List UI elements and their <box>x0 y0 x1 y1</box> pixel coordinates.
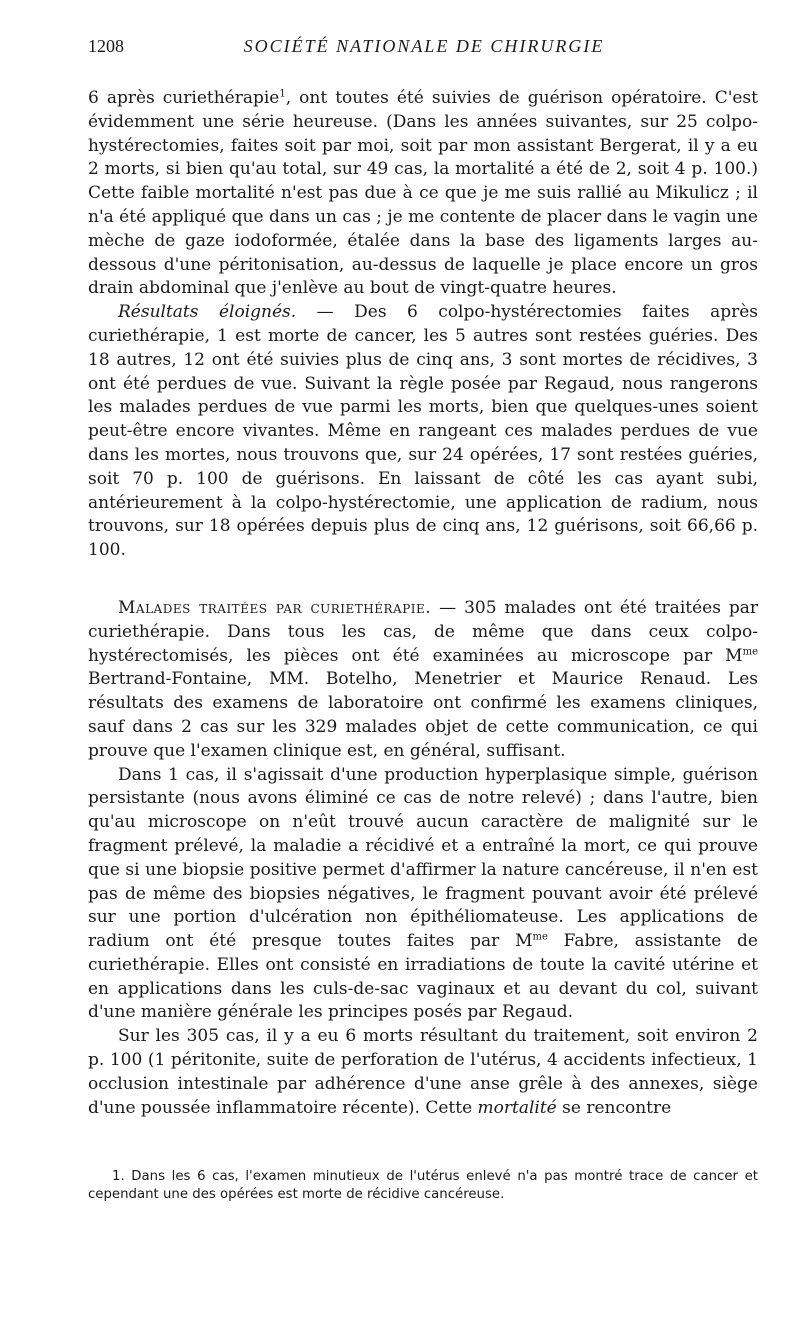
paragraph-1 <box>88 87 758 301</box>
paragraph-4-start: Dans 1 cas, il s'agissait d'une production hyperplasique simple, guérison persistante (nous avons éliminé ce cas de notre relevé) ; dans l'autre, bien qu'au microscope on n'eût trouvé aucun caractère de malignité sur le fragment prélevé, la maladie a récidivé et a entraîné la mort, ce qui prouve que si une biopsie positive permet d'affirmer la nature cancéreuse, il n'en est pas de même des biopsies négatives, le fragment pouvant avoir été prélevé sur une portion d'ulcération non épithéliomateuse. Les applications de radium ont été presque toutes faites par M <box>88 764 758 952</box>
paragraph-4-rest: Fabre, assistante de curiethérapie. Elles ont consisté en irradiations de toute la cavité utérine et en applications dans les culs-de-sac vaginaux et au devant du col, suivant d'une manière générale les principes posés par Regaud. <box>88 931 758 1023</box>
footnote-reference: 1 <box>279 88 286 100</box>
page-header <box>88 36 760 60</box>
subheading-resultats-eloignes: Résultats éloignés. <box>118 302 297 323</box>
paragraph-4 <box>88 764 758 1026</box>
superscript-me: me <box>742 645 758 657</box>
paragraph-3-start: — 305 malades ont été traitées par curiethérapie. Dans tous les cas, de même que dans ceux colpo-hystérectomisés, les pièces ont été examinées au microscope par M <box>88 597 759 666</box>
footnote <box>88 1168 758 1204</box>
page-number: 1208 <box>88 36 124 56</box>
footnote-text: Dans les 6 cas, l'examen minutieux de l'utérus enlevé n'a pas montré trace de cancer et cependant une des opérées est morte de récidive cancéreuse. <box>88 1169 758 1202</box>
paragraph-1-start: 6 après curiethérapie <box>88 88 280 108</box>
footnote-number: 1. <box>112 1169 125 1184</box>
running-title: SOCIÉTÉ NATIONALE DE CHIRURGIE <box>243 36 605 56</box>
paragraph-2 <box>88 301 758 563</box>
subheading-malades-traitees: Malades traitées par curiethérapie. <box>118 597 432 618</box>
paragraph-3 <box>88 597 758 764</box>
paragraph-1-rest: , ont toutes été suivies de guérison opératoire. C'est évidemment une série heureuse. (Dans les années suivantes, sur 25 colpo-hystérectomies, faites soit par moi, soit par mon assistant Bergerat, il y a eu 2 morts, si bien qu'au total, sur 49 cas, la mortalité a été de 2, soit 4 p. 100.) Cette faible mortalité n'est pas due à ce que je me suis rallié au Mikulicz ; il n'a été appliqué que dans un cas ; je me contente de placer dans le vagin une mèche de gaze iodoformée, étalée dans la base des ligaments larges au-dessous d'une péritonisation, au-dessus de laquelle je place encore un gros drain abdominal que j'enlève au bout de vingt-quatre heures. <box>88 88 758 299</box>
emphasis-mortalite: mortalité <box>477 1097 557 1118</box>
paragraph-5 <box>88 1025 758 1120</box>
paragraph-5-start: Sur les 305 cas, il y a eu 6 morts résultant du traitement, soit environ 2 p. 100 (1 péritonite, suite de perforation de l'utérus, 4 accidents infectieux, 1 occlusion intestinale par adhérence d'une anse grêle à des annexes, siège d'une poussée inflammatoire récente). Cette <box>88 1026 758 1118</box>
paragraph-5-rest: se rencontre <box>556 1097 672 1118</box>
paragraph-2-text: — Des 6 colpo-hystérectomies faites après curiethérapie, 1 est morte de cancer, les 5 autres sont restées guéries. Des 18 autres, 12 ont été suivies plus de cinq ans, 3 sont mortes de récidives, 3 ont été perdues de vue. Suivant la règle posée par Regaud, nous rangerons les malades perdues de vue parmi les morts, bien que quelques-unes soient peut-être encore vivantes. Même en rangeant ces malades perdues de vue dans les mortes, nous trouvons que, sur 24 opérées, 17 sont restées guéries, soit 70 p. 100 de guérisons. En laissant de côté les cas ayant subi, antérieurement à la colpo-hystérectomie, une application de radium, nous trouvons, sur 18 opérées depuis plus de cinq ans, 12 guérisons, soit 66,66 p. 100. <box>88 302 759 561</box>
paragraph-3-rest: Bertrand-Fontaine, MM. Botelho, Menetrier et Maurice Renaud. Les résultats des examens de laboratoire ont confirmé les examens cliniques, sauf dans 2 cas sur les 329 malades objet de cette communication, ce qui prouve que l'examen clinique est, en général, suffisant. <box>88 669 758 761</box>
superscript-me: me <box>532 931 548 943</box>
body-text <box>88 87 758 1120</box>
